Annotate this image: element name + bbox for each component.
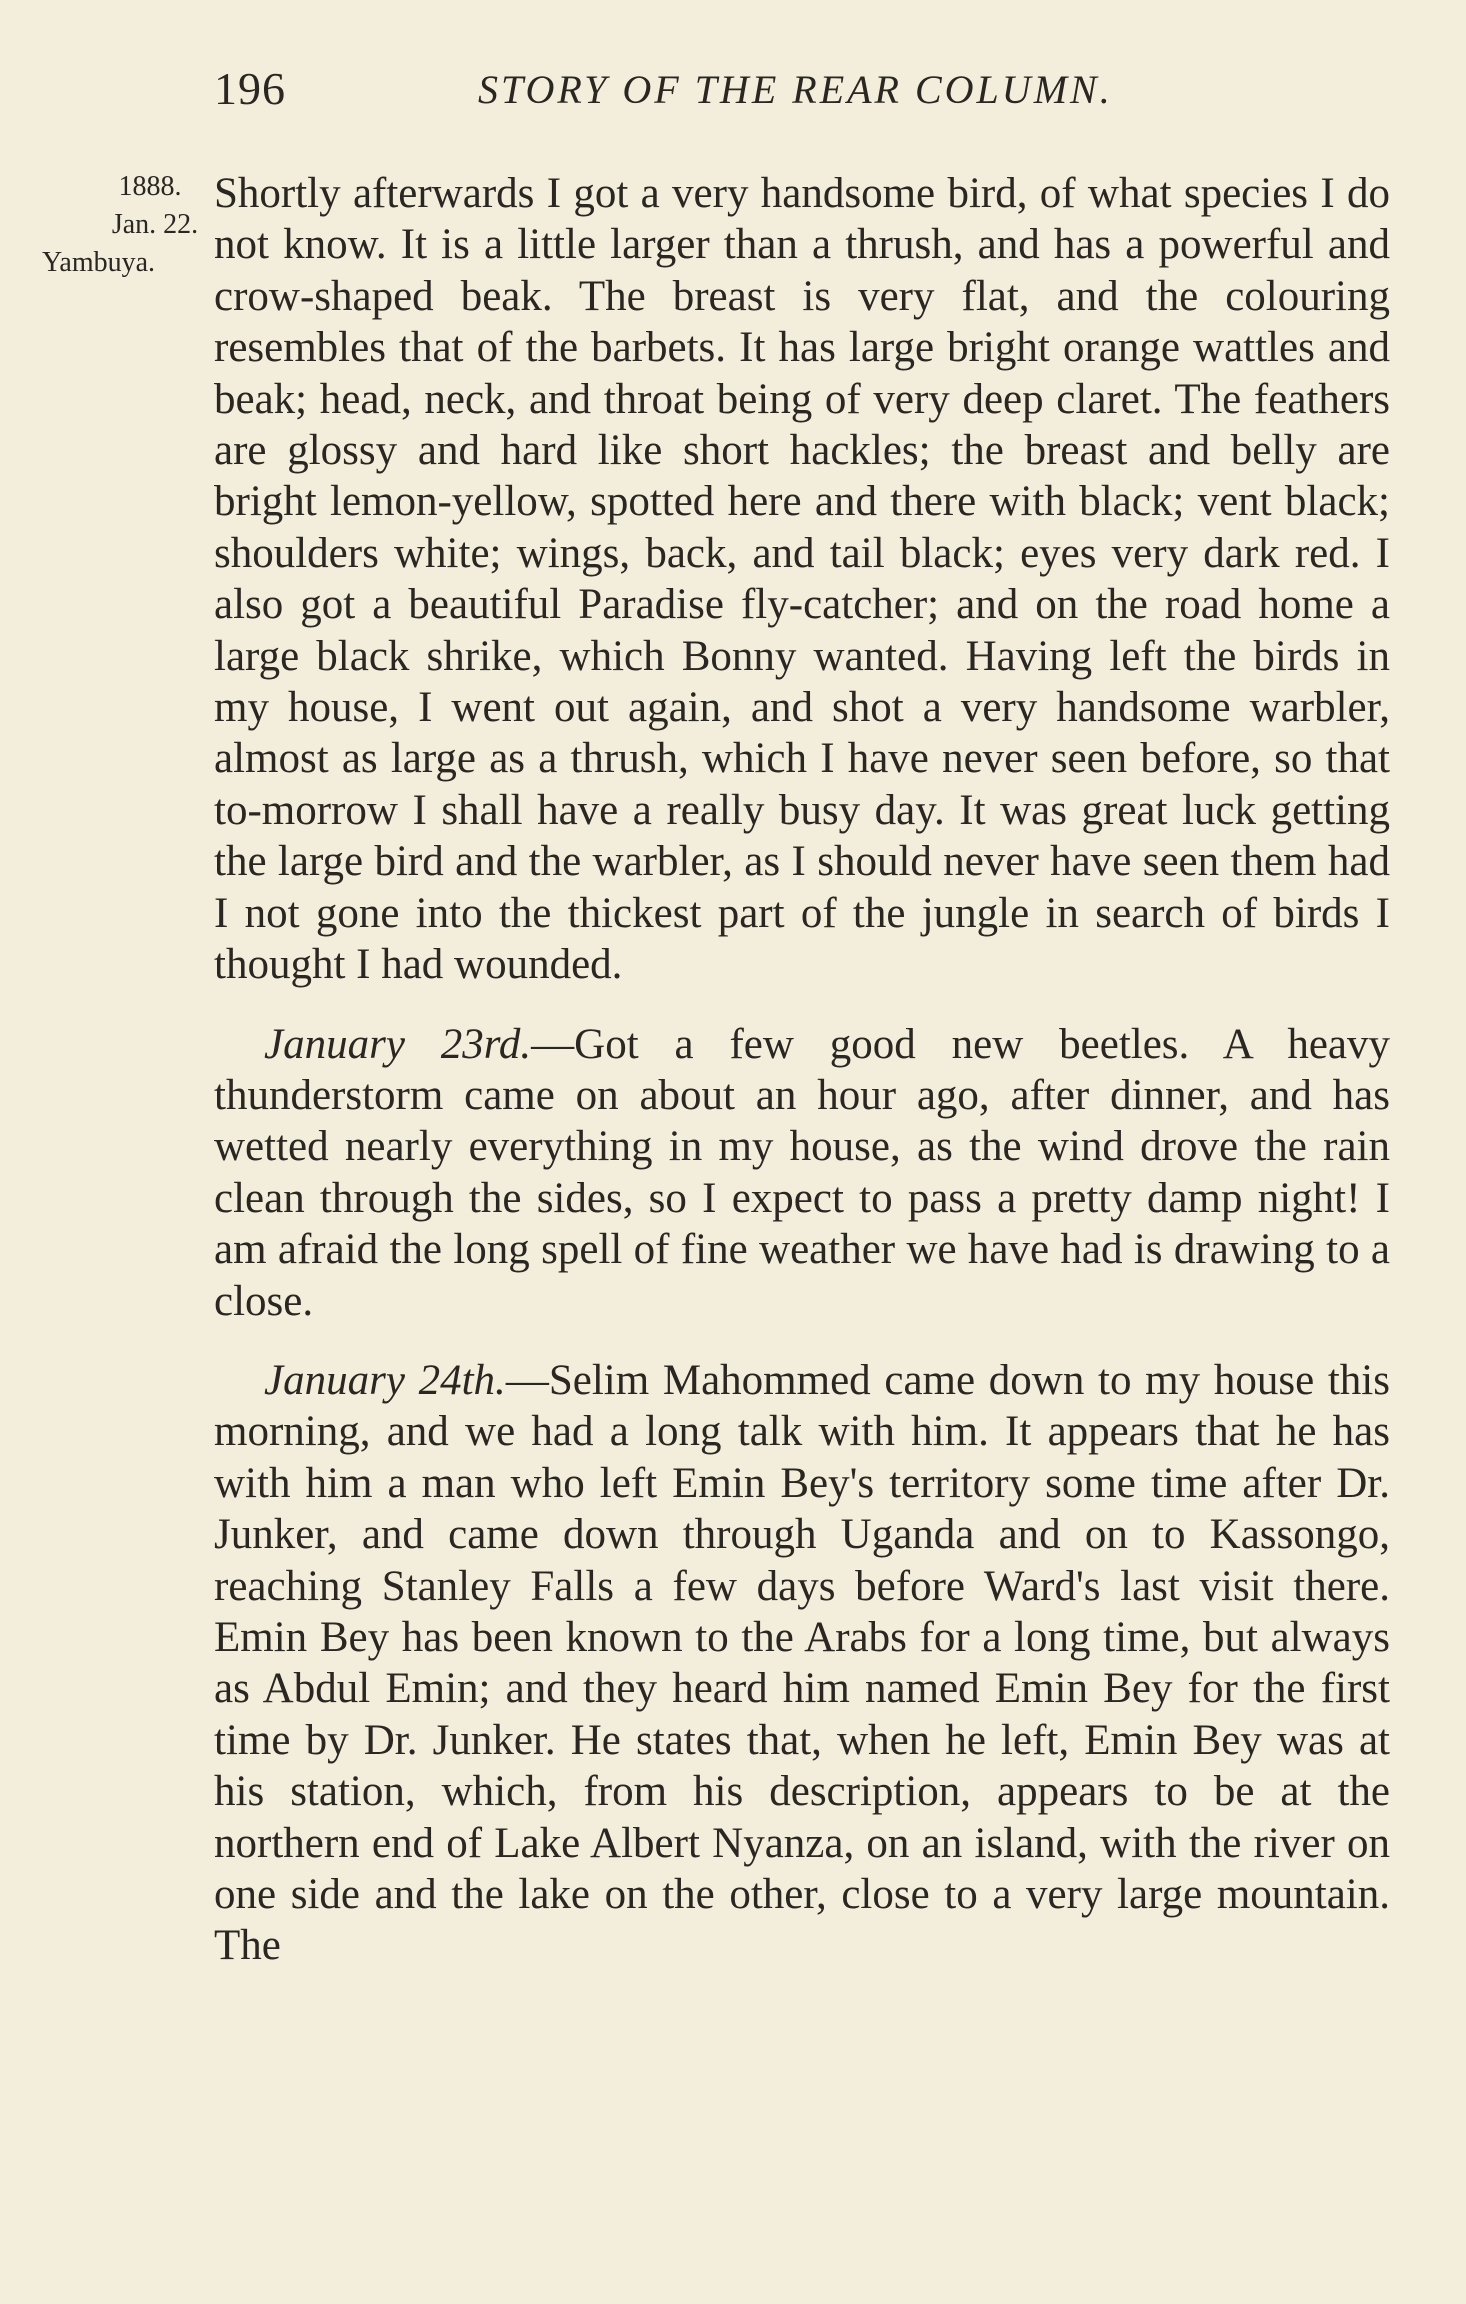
paragraph-text: —Got a few good new beetles. A heavy thunderstorm came on about an hour ago, after dinner, and has wetted nearly everything in my house, as the wind drove the rain clean through the sides, so I expect to pass a pretty damp night! I am afraid the long spell of fine weather we have had is drawing to a close. (214, 1020, 1390, 1325)
paragraph-bird (214, 168, 1390, 991)
paragraph-january-24 (214, 1355, 1390, 1972)
margin-note-place: Yambuya. (42, 247, 156, 278)
margin-note (40, 168, 230, 282)
running-head: STORY OF THE REAR COLUMN. (478, 67, 1113, 112)
margin-note-date: Jan. 22. (111, 209, 199, 240)
paragraph-text: —Selim Mahommed came down to my house this morning, and we had a long talk with him. It appears that he has with him a man who left Emin Bey's territory some time after Dr. Junker, and came down through Uganda and on to Kassongo, reaching Stanley Falls a few days before Ward's last visit there. Emin Bey has been known to the Arabs for a long time, but always as Abdul Emin; and they heard him named Emin Bey for the first time by Dr. Junker. He states that, when he left, Emin Bey was at his station, which, from his description, appears to be at the northern end of Lake Albert Nyanza, on an island, with the river on one side and the lake on the other, close to a very large mountain. The (214, 1356, 1390, 1970)
paragraph-january-23 (214, 1019, 1390, 1327)
page-number: 196 (214, 63, 286, 114)
body-text (214, 168, 1390, 1972)
date-label: January 24th. (264, 1356, 506, 1404)
date-label: January 23rd. (264, 1020, 532, 1068)
margin-note-year: 1888. (118, 171, 182, 202)
page-header (214, 62, 1144, 126)
paragraph-text: Shortly afterwards I got a very handsome bird, of what species I do not know. It is a little larger than a thrush, and has a powerful and crow-shaped beak. The breast is very flat, and the colouring resembles that of the barbets. It has large bright orange wattles and beak; head, neck, and throat being of very deep claret. The feathers are glossy and hard like short hackles; the breast and belly are bright lemon-yellow, spotted here and there with black; vent black; shoulders white; wings, back, and tail black; eyes very dark red. I also got a beautiful Paradise fly-catcher; and on the road home a large black shrike, which Bonny wanted. Having left the birds in my house, I went out again, and shot a very handsome warbler, almost as large as a thrush, which I have never seen before, so that to-morrow I shall have a really busy day. It was great luck getting the large bird and the warbler, as I should never have seen them had I not gone into the thickest part of the jungle in search of birds I thought I had wounded. (214, 170, 1390, 989)
